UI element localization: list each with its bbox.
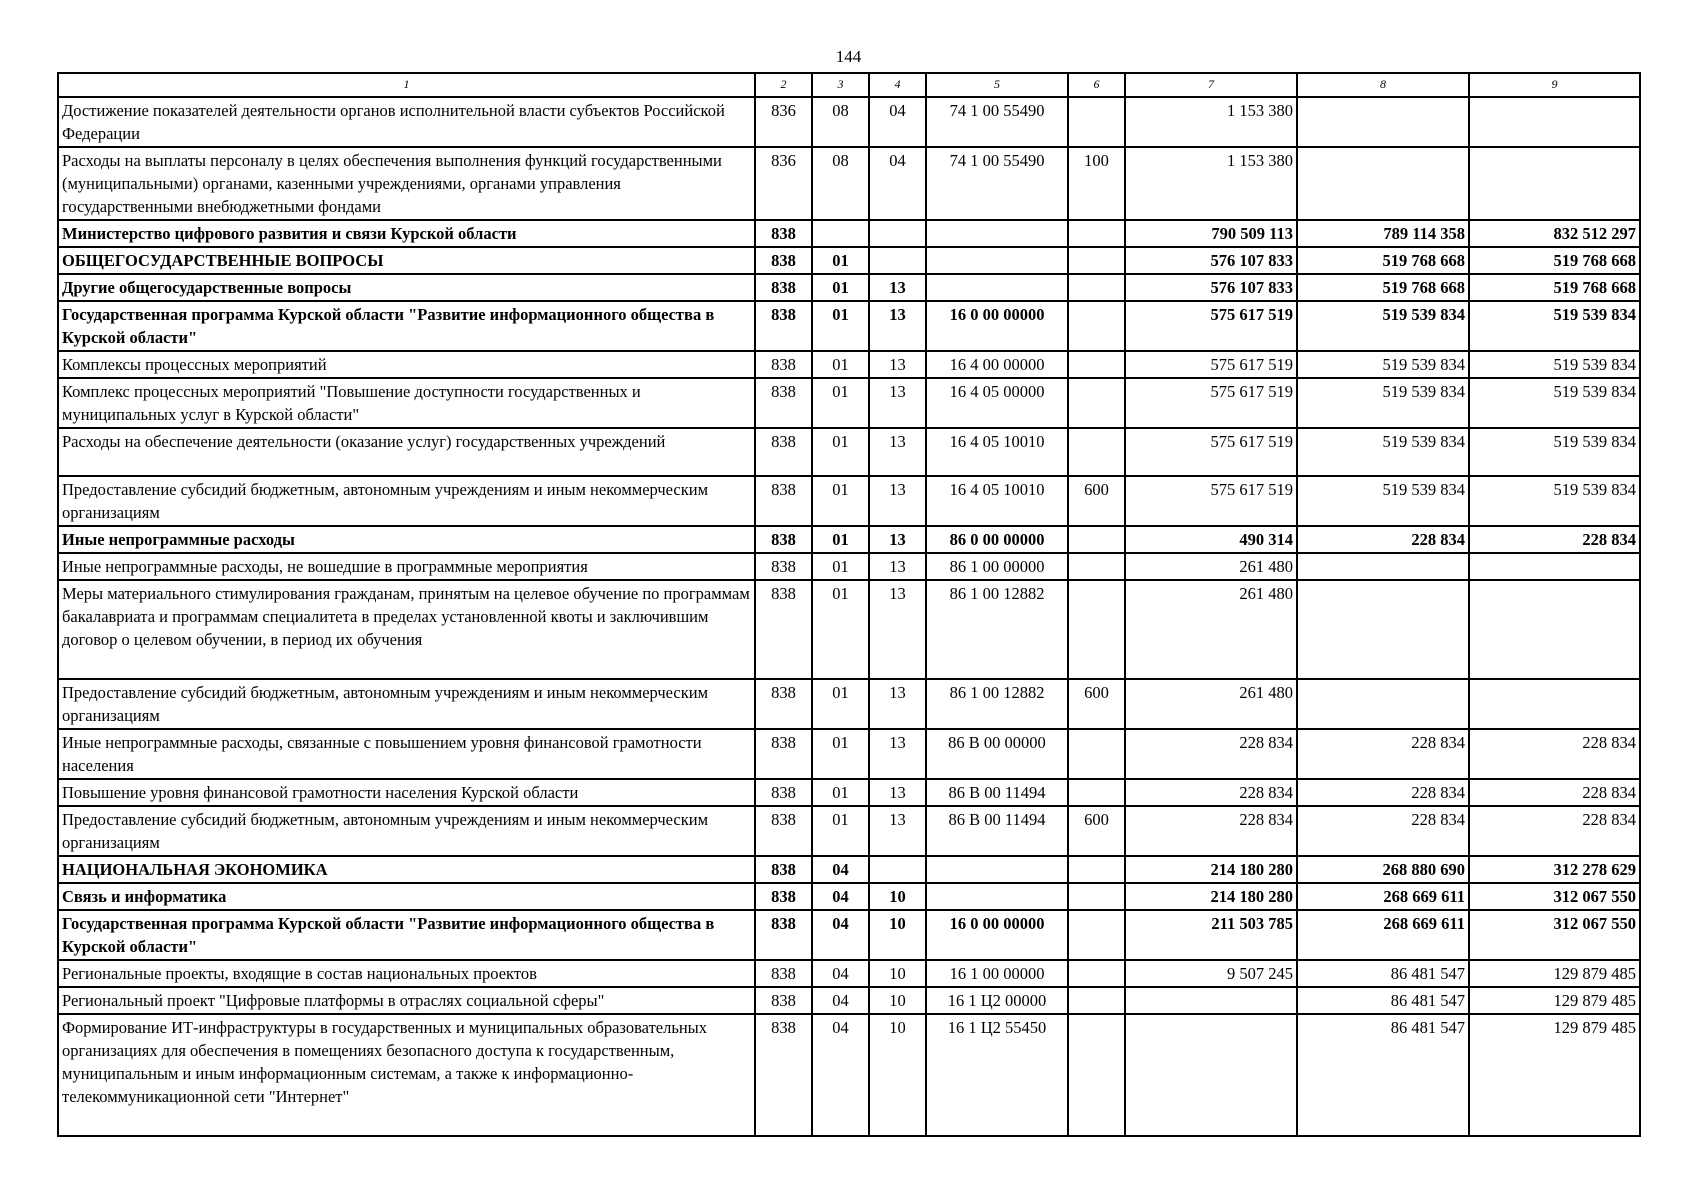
amount-year3-cell bbox=[1469, 679, 1640, 729]
amount-year3-cell: 832 512 297 bbox=[1469, 220, 1640, 247]
subsection-code-cell: 10 bbox=[869, 960, 926, 987]
amount-year1-cell: 576 107 833 bbox=[1125, 247, 1297, 274]
amount-year2-cell: 519 539 834 bbox=[1297, 378, 1469, 428]
expense-type-cell bbox=[1068, 553, 1125, 580]
amount-year2-cell: 228 834 bbox=[1297, 806, 1469, 856]
expense-type-cell bbox=[1068, 910, 1125, 960]
expense-type-cell bbox=[1068, 97, 1125, 147]
row-name-cell: Иные непрограммные расходы, связанные с повышением уровня финансовой грамотности населения bbox=[58, 729, 755, 779]
table-body bbox=[58, 97, 1640, 1136]
amount-year2-cell: 519 768 668 bbox=[1297, 247, 1469, 274]
admin-code-cell: 836 bbox=[755, 97, 812, 147]
admin-code-cell: 838 bbox=[755, 806, 812, 856]
amount-year2-cell: 789 114 358 bbox=[1297, 220, 1469, 247]
admin-code-cell: 838 bbox=[755, 220, 812, 247]
amount-year2-cell bbox=[1297, 580, 1469, 679]
subsection-code-cell: 13 bbox=[869, 378, 926, 428]
amount-year3-cell: 129 879 485 bbox=[1469, 987, 1640, 1014]
admin-code-cell: 838 bbox=[755, 526, 812, 553]
section-code-cell: 01 bbox=[812, 806, 869, 856]
column-header: 3 bbox=[812, 73, 869, 97]
target-article-cell bbox=[926, 274, 1068, 301]
amount-year3-cell: 312 278 629 bbox=[1469, 856, 1640, 883]
amount-year1-cell bbox=[1125, 987, 1297, 1014]
amount-year3-cell: 129 879 485 bbox=[1469, 960, 1640, 987]
column-header: 2 bbox=[755, 73, 812, 97]
amount-year3-cell: 519 539 834 bbox=[1469, 301, 1640, 351]
row-name-cell: Расходы на обеспечение деятельности (оказание услуг) государственных учреждений bbox=[58, 428, 755, 476]
amount-year1-cell: 1 153 380 bbox=[1125, 97, 1297, 147]
amount-year2-cell: 86 481 547 bbox=[1297, 1014, 1469, 1136]
column-header: 8 bbox=[1297, 73, 1469, 97]
amount-year1-cell: 9 507 245 bbox=[1125, 960, 1297, 987]
subsection-code-cell: 10 bbox=[869, 987, 926, 1014]
admin-code-cell: 836 bbox=[755, 147, 812, 220]
subsection-code-cell: 10 bbox=[869, 1014, 926, 1136]
admin-code-cell: 838 bbox=[755, 1014, 812, 1136]
amount-year1-cell: 228 834 bbox=[1125, 779, 1297, 806]
section-code-cell: 01 bbox=[812, 274, 869, 301]
row-name-cell: Иные непрограммные расходы, не вошедшие в программные мероприятия bbox=[58, 553, 755, 580]
column-header: 5 bbox=[926, 73, 1068, 97]
table-row bbox=[58, 987, 1640, 1014]
amount-year2-cell: 228 834 bbox=[1297, 526, 1469, 553]
row-name-cell: Государственная программа Курской области "Развитие информационного общества в Курской области" bbox=[58, 910, 755, 960]
amount-year2-cell: 519 539 834 bbox=[1297, 351, 1469, 378]
expense-type-cell bbox=[1068, 856, 1125, 883]
amount-year1-cell: 261 480 bbox=[1125, 580, 1297, 679]
budget-table bbox=[57, 72, 1641, 1137]
table-row bbox=[58, 1014, 1640, 1136]
section-code-cell: 04 bbox=[812, 856, 869, 883]
table-row bbox=[58, 378, 1640, 428]
row-name-cell: Повышение уровня финансовой грамотности населения Курской области bbox=[58, 779, 755, 806]
amount-year3-cell: 312 067 550 bbox=[1469, 910, 1640, 960]
subsection-code-cell: 13 bbox=[869, 526, 926, 553]
row-name-cell: Комплексы процессных мероприятий bbox=[58, 351, 755, 378]
target-article-cell: 16 4 05 10010 bbox=[926, 476, 1068, 526]
table-row bbox=[58, 301, 1640, 351]
table-row bbox=[58, 806, 1640, 856]
target-article-cell bbox=[926, 220, 1068, 247]
target-article-cell: 86 В 00 11494 bbox=[926, 779, 1068, 806]
amount-year3-cell: 228 834 bbox=[1469, 729, 1640, 779]
amount-year1-cell: 228 834 bbox=[1125, 729, 1297, 779]
target-article-cell bbox=[926, 247, 1068, 274]
row-name-cell: НАЦИОНАЛЬНАЯ ЭКОНОМИКА bbox=[58, 856, 755, 883]
section-code-cell: 01 bbox=[812, 580, 869, 679]
row-name-cell: Государственная программа Курской области "Развитие информационного общества в Курской области" bbox=[58, 301, 755, 351]
subsection-code-cell: 13 bbox=[869, 779, 926, 806]
page-number: 144 bbox=[835, 47, 862, 66]
admin-code-cell: 838 bbox=[755, 987, 812, 1014]
table-row bbox=[58, 476, 1640, 526]
section-code-cell: 04 bbox=[812, 987, 869, 1014]
section-code-cell: 01 bbox=[812, 526, 869, 553]
amount-year1-cell: 490 314 bbox=[1125, 526, 1297, 553]
amount-year2-cell: 519 768 668 bbox=[1297, 274, 1469, 301]
amount-year3-cell bbox=[1469, 147, 1640, 220]
column-header: 6 bbox=[1068, 73, 1125, 97]
target-article-cell: 16 4 00 00000 bbox=[926, 351, 1068, 378]
table-row bbox=[58, 553, 1640, 580]
amount-year1-cell: 790 509 113 bbox=[1125, 220, 1297, 247]
subsection-code-cell: 10 bbox=[869, 883, 926, 910]
column-number-row bbox=[58, 73, 1640, 97]
amount-year1-cell: 575 617 519 bbox=[1125, 351, 1297, 378]
amount-year1-cell: 575 617 519 bbox=[1125, 428, 1297, 476]
admin-code-cell: 838 bbox=[755, 301, 812, 351]
target-article-cell: 16 0 00 00000 bbox=[926, 301, 1068, 351]
subsection-code-cell: 13 bbox=[869, 729, 926, 779]
amount-year3-cell: 519 539 834 bbox=[1469, 351, 1640, 378]
table-row bbox=[58, 856, 1640, 883]
section-code-cell: 08 bbox=[812, 147, 869, 220]
section-code-cell bbox=[812, 220, 869, 247]
row-name-cell: Предоставление субсидий бюджетным, автономным учреждениям и иным некоммерческим организациям bbox=[58, 476, 755, 526]
target-article-cell: 86 В 00 00000 bbox=[926, 729, 1068, 779]
expense-type-cell: 600 bbox=[1068, 476, 1125, 526]
subsection-code-cell: 10 bbox=[869, 910, 926, 960]
amount-year3-cell bbox=[1469, 97, 1640, 147]
admin-code-cell: 838 bbox=[755, 679, 812, 729]
amount-year1-cell: 261 480 bbox=[1125, 679, 1297, 729]
amount-year1-cell: 575 617 519 bbox=[1125, 476, 1297, 526]
target-article-cell: 86 1 00 12882 bbox=[926, 679, 1068, 729]
admin-code-cell: 838 bbox=[755, 247, 812, 274]
admin-code-cell: 838 bbox=[755, 883, 812, 910]
section-code-cell: 01 bbox=[812, 553, 869, 580]
expense-type-cell bbox=[1068, 378, 1125, 428]
amount-year2-cell: 228 834 bbox=[1297, 729, 1469, 779]
target-article-cell: 16 1 Ц2 00000 bbox=[926, 987, 1068, 1014]
section-code-cell: 01 bbox=[812, 428, 869, 476]
amount-year1-cell: 575 617 519 bbox=[1125, 301, 1297, 351]
section-code-cell: 01 bbox=[812, 351, 869, 378]
target-article-cell: 16 4 05 10010 bbox=[926, 428, 1068, 476]
amount-year2-cell: 519 539 834 bbox=[1297, 476, 1469, 526]
table-row bbox=[58, 247, 1640, 274]
expense-type-cell bbox=[1068, 779, 1125, 806]
amount-year2-cell bbox=[1297, 679, 1469, 729]
amount-year1-cell: 575 617 519 bbox=[1125, 378, 1297, 428]
table-row bbox=[58, 960, 1640, 987]
target-article-cell: 86 1 00 00000 bbox=[926, 553, 1068, 580]
subsection-code-cell: 04 bbox=[869, 97, 926, 147]
amount-year1-cell bbox=[1125, 1014, 1297, 1136]
amount-year1-cell: 228 834 bbox=[1125, 806, 1297, 856]
amount-year3-cell: 228 834 bbox=[1469, 806, 1640, 856]
subsection-code-cell: 13 bbox=[869, 428, 926, 476]
target-article-cell: 16 1 Ц2 55450 bbox=[926, 1014, 1068, 1136]
expense-type-cell bbox=[1068, 428, 1125, 476]
expense-type-cell: 100 bbox=[1068, 147, 1125, 220]
row-name-cell: ОБЩЕГОСУДАРСТВЕННЫЕ ВОПРОСЫ bbox=[58, 247, 755, 274]
amount-year3-cell: 519 768 668 bbox=[1469, 247, 1640, 274]
amount-year3-cell: 519 539 834 bbox=[1469, 476, 1640, 526]
table-row bbox=[58, 526, 1640, 553]
target-article-cell bbox=[926, 856, 1068, 883]
table-row bbox=[58, 910, 1640, 960]
section-code-cell: 04 bbox=[812, 910, 869, 960]
expense-type-cell bbox=[1068, 1014, 1125, 1136]
subsection-code-cell: 13 bbox=[869, 679, 926, 729]
amount-year3-cell: 519 539 834 bbox=[1469, 378, 1640, 428]
amount-year2-cell: 86 481 547 bbox=[1297, 987, 1469, 1014]
section-code-cell: 01 bbox=[812, 729, 869, 779]
amount-year2-cell bbox=[1297, 553, 1469, 580]
admin-code-cell: 838 bbox=[755, 428, 812, 476]
table-row bbox=[58, 274, 1640, 301]
subsection-code-cell: 13 bbox=[869, 580, 926, 679]
table-row bbox=[58, 147, 1640, 220]
expense-type-cell bbox=[1068, 351, 1125, 378]
admin-code-cell: 838 bbox=[755, 351, 812, 378]
column-header: 1 bbox=[58, 73, 755, 97]
amount-year1-cell: 576 107 833 bbox=[1125, 274, 1297, 301]
amount-year2-cell: 268 669 611 bbox=[1297, 910, 1469, 960]
amount-year3-cell: 519 768 668 bbox=[1469, 274, 1640, 301]
admin-code-cell: 838 bbox=[755, 856, 812, 883]
amount-year2-cell: 519 539 834 bbox=[1297, 301, 1469, 351]
expense-type-cell bbox=[1068, 883, 1125, 910]
section-code-cell: 01 bbox=[812, 378, 869, 428]
row-name-cell: Связь и информатика bbox=[58, 883, 755, 910]
table-row bbox=[58, 220, 1640, 247]
expense-type-cell bbox=[1068, 729, 1125, 779]
amount-year2-cell: 268 880 690 bbox=[1297, 856, 1469, 883]
amount-year1-cell: 261 480 bbox=[1125, 553, 1297, 580]
amount-year2-cell: 228 834 bbox=[1297, 779, 1469, 806]
row-name-cell: Министерство цифрового развития и связи Курской области bbox=[58, 220, 755, 247]
amount-year2-cell bbox=[1297, 147, 1469, 220]
subsection-code-cell: 04 bbox=[869, 147, 926, 220]
admin-code-cell: 838 bbox=[755, 729, 812, 779]
target-article-cell bbox=[926, 883, 1068, 910]
section-code-cell: 01 bbox=[812, 301, 869, 351]
subsection-code-cell: 13 bbox=[869, 351, 926, 378]
subsection-code-cell bbox=[869, 220, 926, 247]
column-header: 4 bbox=[869, 73, 926, 97]
target-article-cell: 86 0 00 00000 bbox=[926, 526, 1068, 553]
amount-year1-cell: 211 503 785 bbox=[1125, 910, 1297, 960]
amount-year2-cell bbox=[1297, 97, 1469, 147]
amount-year3-cell: 129 879 485 bbox=[1469, 1014, 1640, 1136]
column-header: 9 bbox=[1469, 73, 1640, 97]
admin-code-cell: 838 bbox=[755, 779, 812, 806]
subsection-code-cell: 13 bbox=[869, 806, 926, 856]
expense-type-cell bbox=[1068, 247, 1125, 274]
amount-year3-cell: 228 834 bbox=[1469, 526, 1640, 553]
admin-code-cell: 838 bbox=[755, 378, 812, 428]
amount-year3-cell: 228 834 bbox=[1469, 779, 1640, 806]
section-code-cell: 01 bbox=[812, 476, 869, 526]
table-row bbox=[58, 97, 1640, 147]
expense-type-cell: 600 bbox=[1068, 679, 1125, 729]
section-code-cell: 01 bbox=[812, 247, 869, 274]
amount-year1-cell: 1 153 380 bbox=[1125, 147, 1297, 220]
section-code-cell: 04 bbox=[812, 883, 869, 910]
section-code-cell: 08 bbox=[812, 97, 869, 147]
table-row bbox=[58, 580, 1640, 679]
admin-code-cell: 838 bbox=[755, 553, 812, 580]
target-article-cell: 16 0 00 00000 bbox=[926, 910, 1068, 960]
amount-year1-cell: 214 180 280 bbox=[1125, 883, 1297, 910]
row-name-cell: Региональные проекты, входящие в состав национальных проектов bbox=[58, 960, 755, 987]
amount-year3-cell bbox=[1469, 580, 1640, 679]
row-name-cell: Предоставление субсидий бюджетным, автономным учреждениям и иным некоммерческим организациям bbox=[58, 806, 755, 856]
amount-year2-cell: 86 481 547 bbox=[1297, 960, 1469, 987]
row-name-cell: Региональный проект "Цифровые платформы в отраслях социальной сферы" bbox=[58, 987, 755, 1014]
row-name-cell: Комплекс процессных мероприятий "Повышение доступности государственных и муниципальных услуг в Курской области" bbox=[58, 378, 755, 428]
section-code-cell: 04 bbox=[812, 1014, 869, 1136]
target-article-cell: 74 1 00 55490 bbox=[926, 147, 1068, 220]
target-article-cell: 86 1 00 12882 bbox=[926, 580, 1068, 679]
amount-year1-cell: 214 180 280 bbox=[1125, 856, 1297, 883]
subsection-code-cell: 13 bbox=[869, 476, 926, 526]
section-code-cell: 01 bbox=[812, 779, 869, 806]
table-row bbox=[58, 729, 1640, 779]
row-name-cell: Расходы на выплаты персоналу в целях обеспечения выполнения функций государственными (муниципальными) органами, казенными учреждениями, органами управления государственными внебюджетными фондами bbox=[58, 147, 755, 220]
row-name-cell: Достижение показателей деятельности органов исполнительной власти субъектов Российской Федерации bbox=[58, 97, 755, 147]
amount-year3-cell: 519 539 834 bbox=[1469, 428, 1640, 476]
section-code-cell: 04 bbox=[812, 960, 869, 987]
expense-type-cell bbox=[1068, 987, 1125, 1014]
table-row bbox=[58, 679, 1640, 729]
admin-code-cell: 838 bbox=[755, 476, 812, 526]
table-row bbox=[58, 779, 1640, 806]
amount-year3-cell bbox=[1469, 553, 1640, 580]
table-row bbox=[58, 883, 1640, 910]
admin-code-cell: 838 bbox=[755, 960, 812, 987]
target-article-cell: 86 В 00 11494 bbox=[926, 806, 1068, 856]
target-article-cell: 16 1 00 00000 bbox=[926, 960, 1068, 987]
row-name-cell: Предоставление субсидий бюджетным, автономным учреждениям и иным некоммерческим организациям bbox=[58, 679, 755, 729]
expense-type-cell bbox=[1068, 220, 1125, 247]
admin-code-cell: 838 bbox=[755, 580, 812, 679]
row-name-cell: Иные непрограммные расходы bbox=[58, 526, 755, 553]
expense-type-cell bbox=[1068, 580, 1125, 679]
expense-type-cell bbox=[1068, 274, 1125, 301]
amount-year2-cell: 519 539 834 bbox=[1297, 428, 1469, 476]
expense-type-cell bbox=[1068, 526, 1125, 553]
table-row bbox=[58, 351, 1640, 378]
target-article-cell: 16 4 05 00000 bbox=[926, 378, 1068, 428]
row-name-cell: Меры материального стимулирования гражданам, принятым на целевое обучение по программам бакалавриата и программам специалитета в пределах установленной квоты и заключившим договор о целевом обучении, в период их обучения bbox=[58, 580, 755, 679]
row-name-cell: Формирование ИТ-инфраструктуры в государственных и муниципальных образовательных организациях для обеспечения в помещениях безопасного доступа к государственным, муниципальным и иным информационным системам, а также к информационно-телекоммуникационной сети "Интернет" bbox=[58, 1014, 755, 1136]
admin-code-cell: 838 bbox=[755, 274, 812, 301]
expense-type-cell bbox=[1068, 960, 1125, 987]
subsection-code-cell: 13 bbox=[869, 553, 926, 580]
subsection-code-cell bbox=[869, 856, 926, 883]
amount-year2-cell: 268 669 611 bbox=[1297, 883, 1469, 910]
subsection-code-cell: 13 bbox=[869, 274, 926, 301]
admin-code-cell: 838 bbox=[755, 910, 812, 960]
section-code-cell: 01 bbox=[812, 679, 869, 729]
amount-year3-cell: 312 067 550 bbox=[1469, 883, 1640, 910]
table-row bbox=[58, 428, 1640, 476]
subsection-code-cell bbox=[869, 247, 926, 274]
subsection-code-cell: 13 bbox=[869, 301, 926, 351]
target-article-cell: 74 1 00 55490 bbox=[926, 97, 1068, 147]
expense-type-cell: 600 bbox=[1068, 806, 1125, 856]
column-header: 7 bbox=[1125, 73, 1297, 97]
row-name-cell: Другие общегосударственные вопросы bbox=[58, 274, 755, 301]
expense-type-cell bbox=[1068, 301, 1125, 351]
